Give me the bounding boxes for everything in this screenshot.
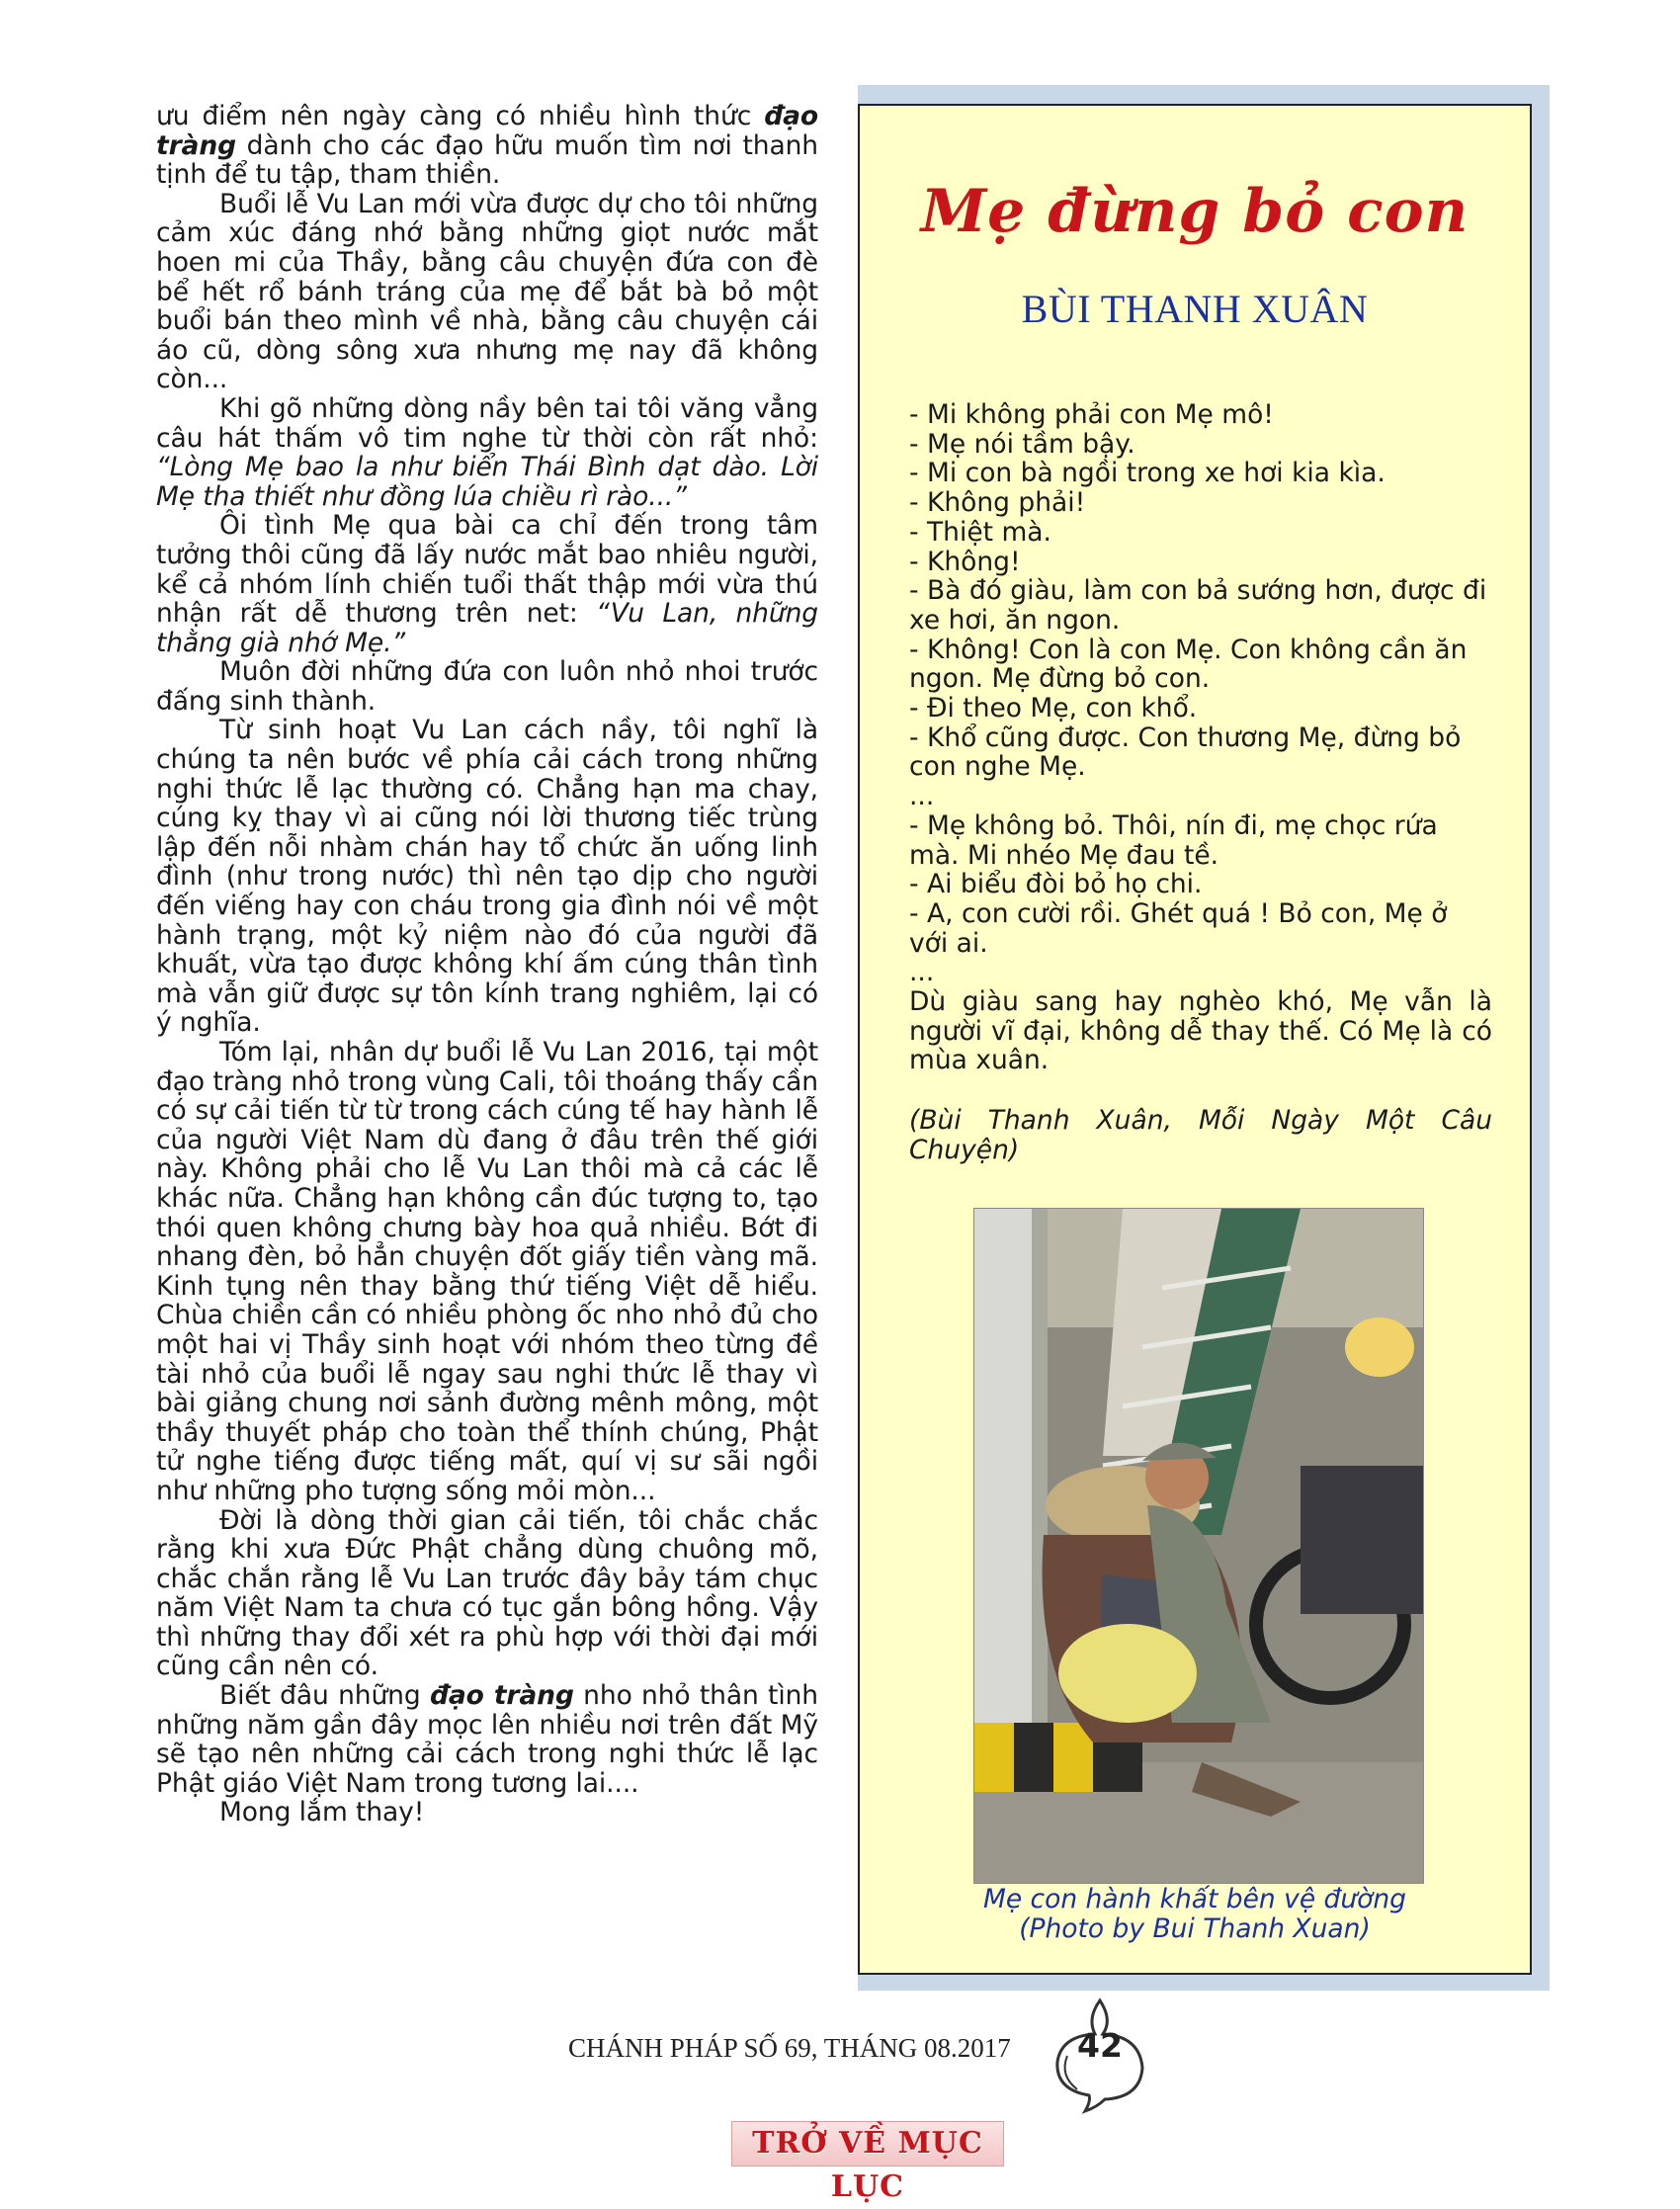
publication-info: CHÁNH PHÁP SỐ 69, THÁNG 08.2017 [568,2033,1011,2063]
dialogue-closing: Dù giàu sang hay nghèo khó, Mẹ vẫn là người vĩ đại, không dễ thay thế. Có Mẹ là có mùa xuân. [909,986,1492,1076]
sidebar-box [858,104,1532,1975]
photo-caption [860,1885,1530,1944]
paragraph: Tóm lại, nhân dự buổi lễ Vu Lan 2016, tại một đạo tràng nhỏ trong vùng Cali, tôi thoáng thấy cần có sự cải tiến từ từ trong cách cúng tế hay hành lễ của người Việt Nam dù đang ở đâu trên thế giới này. Không phải cho lễ Vu Lan thôi mà cả các lễ khác nữa. Chẳng hạn không cần đúc tượng to, tạo thói quen không chưng bày hoa quả nhiều. Bớt đi nhang đèn, bỏ hẳn chuyện đốt giấy tiền vàng mã. Kinh tụng nên thay bằng thứ tiếng Việt dễ hiểu. Chùa chiền cần có nhiều phòng ốc nho nhỏ đủ cho một hai vị Thầy sinh hoạt với nhóm theo từng đề tài nhỏ của buổi lễ ngay sau nghi thức lễ thay vì bài giảng chung nơi sảnh đường mênh mông, một thầy thuyết pháp cho toàn thể thính chúng, Phật tử nghe tiếng được tiếng mất, quí vị sư sãi ngồi như những pho tượng sống mỏi mòn... [156,1037,818,1506]
dialogue-line: - Khổ cũng được. Con thương Mẹ, đừng bỏ con nghe Mẹ. [909,722,1462,783]
paragraph: Mong lắm thay! [219,1797,425,1828]
dialogue-line: - Không phải! [909,487,1086,519]
dialogue-line: ... [909,781,935,812]
dialogue-line: - Thiệt mà. [909,516,1051,548]
citation: (Bùi Thanh Xuân, Mỗi Ngày Một Câu Chuyện) [909,1105,1492,1165]
dialogue-line: - Mi con bà ngồi trong xe hơi kia kìa. [909,458,1386,489]
paragraph: Biết đâu những đạo tràng nho nhỏ thân tình những năm gần đây mọc lên nhiều nơi trên đất Mỹ sẽ tạo nên những cải cách trong nghi thức lễ lạc Phật giáo Việt Nam trong tương lai.... [156,1680,818,1799]
photo-mother-child [973,1208,1424,1884]
dialogue [909,400,1492,1075]
dialogue-line: - Bà đó giàu, làm con bả sướng hơn, được đi xe hơi, ăn ngon. [909,575,1487,636]
paragraph: Buổi lễ Vu Lan mới vừa được dự cho tôi những cảm xúc đáng nhớ bằng những giọt nước mắt hoen mi của Thầy, bằng câu chuyện đứa con đè bể hết rổ bánh tráng của mẹ để bắt bà bỏ một buổi bán theo mình về nhà, bằng câu chuyện cái áo cũ, dòng sông xưa nhưng mẹ nay đã không còn... [156,188,818,395]
sidebar-author: BÙI THANH XUÂN [1021,287,1369,331]
sidebar-title: Mẹ đừng bỏ con [920,177,1470,246]
paragraph: ưu điểm nên ngày càng có nhiều hình thức đạo tràng dành cho các đạo hữu muốn tìm nơi thanh tịnh để tu tập, tham thiền. [156,101,818,191]
dialogue-line: - Đi theo Mẹ, con khổ. [909,693,1198,724]
dialogue-line: - Mẹ nói tầm bậy. [909,428,1135,460]
dialogue-line: - A, con cười rồi. Ghét quá ! Bỏ con, Mẹ ở với ai. [909,897,1448,959]
paragraph: Đời là dòng thời gian cải tiến, tôi chắc chắc rằng khi xưa Đức Phật chẳng dùng chuông mõ, chắc chắn rằng lễ Vu Lan trước đây bảy tám chục năm Việt Nam ta chưa có tục gắn bông hồng. Vậy thì những thay đổi xét ra phù hợp với thời đại mới cũng cần nên có. [156,1504,818,1682]
paragraph: Khi gõ những dòng nầy bên tai tôi văng vẳng câu hát thấm vô tim nghe từ thời còn rất nhỏ: “Lòng Mẹ bao la như biển Thái Bình dạt dào. Lời Mẹ tha thiết như đồng lúa chiều rì rào...” [156,392,818,512]
page-number: 42 [1077,2026,1123,2065]
paragraph: Ôi tình Mẹ qua bài ca chỉ đến trong tâm tưởng thôi cũng đã lấy nước mắt bao nhiêu người, kể cả nhóm lính chiến tuổi thất thập mới vừa thú nhận rất dễ thương trên net: “Vu Lan, những thằng già nhớ Mẹ.” [156,510,818,658]
photo-caption-line: Mẹ con hành khất bên vệ đường [982,1884,1407,1914]
dialogue-line: - Ai biểu đòi bỏ họ chi. [909,869,1203,900]
dialogue-line: - Không! [909,546,1021,577]
photo-caption-credit: (Photo by Bui Thanh Xuan) [1019,1913,1371,1944]
article-body [156,102,818,1827]
back-to-toc-button[interactable]: TRỞ VỀ MỤC LỤC [731,2121,1004,2167]
dialogue-line: - Mi không phải con Mẹ mô! [909,399,1274,430]
paragraph: Từ sinh hoạt Vu Lan cách nầy, tôi nghĩ là chúng ta nên bước về phía cải cách trong những nghi thức lễ lạc thường có. Chẳng hạn ma chay, cúng kỵ thay vì ai cũng nói lời thương tiếc trùng lập đến nỗi nhàm chán hay tổ chức ăn uống linh đình (như trong nước) thì nên tạo dịp cho người đến viếng hay con cháu trong gia đình nói về một hành trạng, một kỷ niệm nào đó của người đã khuất, vừa tạo được không khí ấm cúng thân tình mà vẫn giữ được sự tôn kính trang nghiêm, lại có ý nghĩa. [156,715,818,1039]
dialogue-line: - Không! Con là con Mẹ. Con không cần ăn ngon. Mẹ đừng bỏ con. [909,634,1468,695]
dialogue-line: ... [909,957,935,988]
paragraph: Muôn đời những đứa con luôn nhỏ nhoi trước đấng sinh thành. [156,656,818,717]
dialogue-line: - Mẹ không bỏ. Thôi, nín đi, mẹ chọc rứa mà. Mi nhéo Mẹ đau tề. [909,809,1438,871]
